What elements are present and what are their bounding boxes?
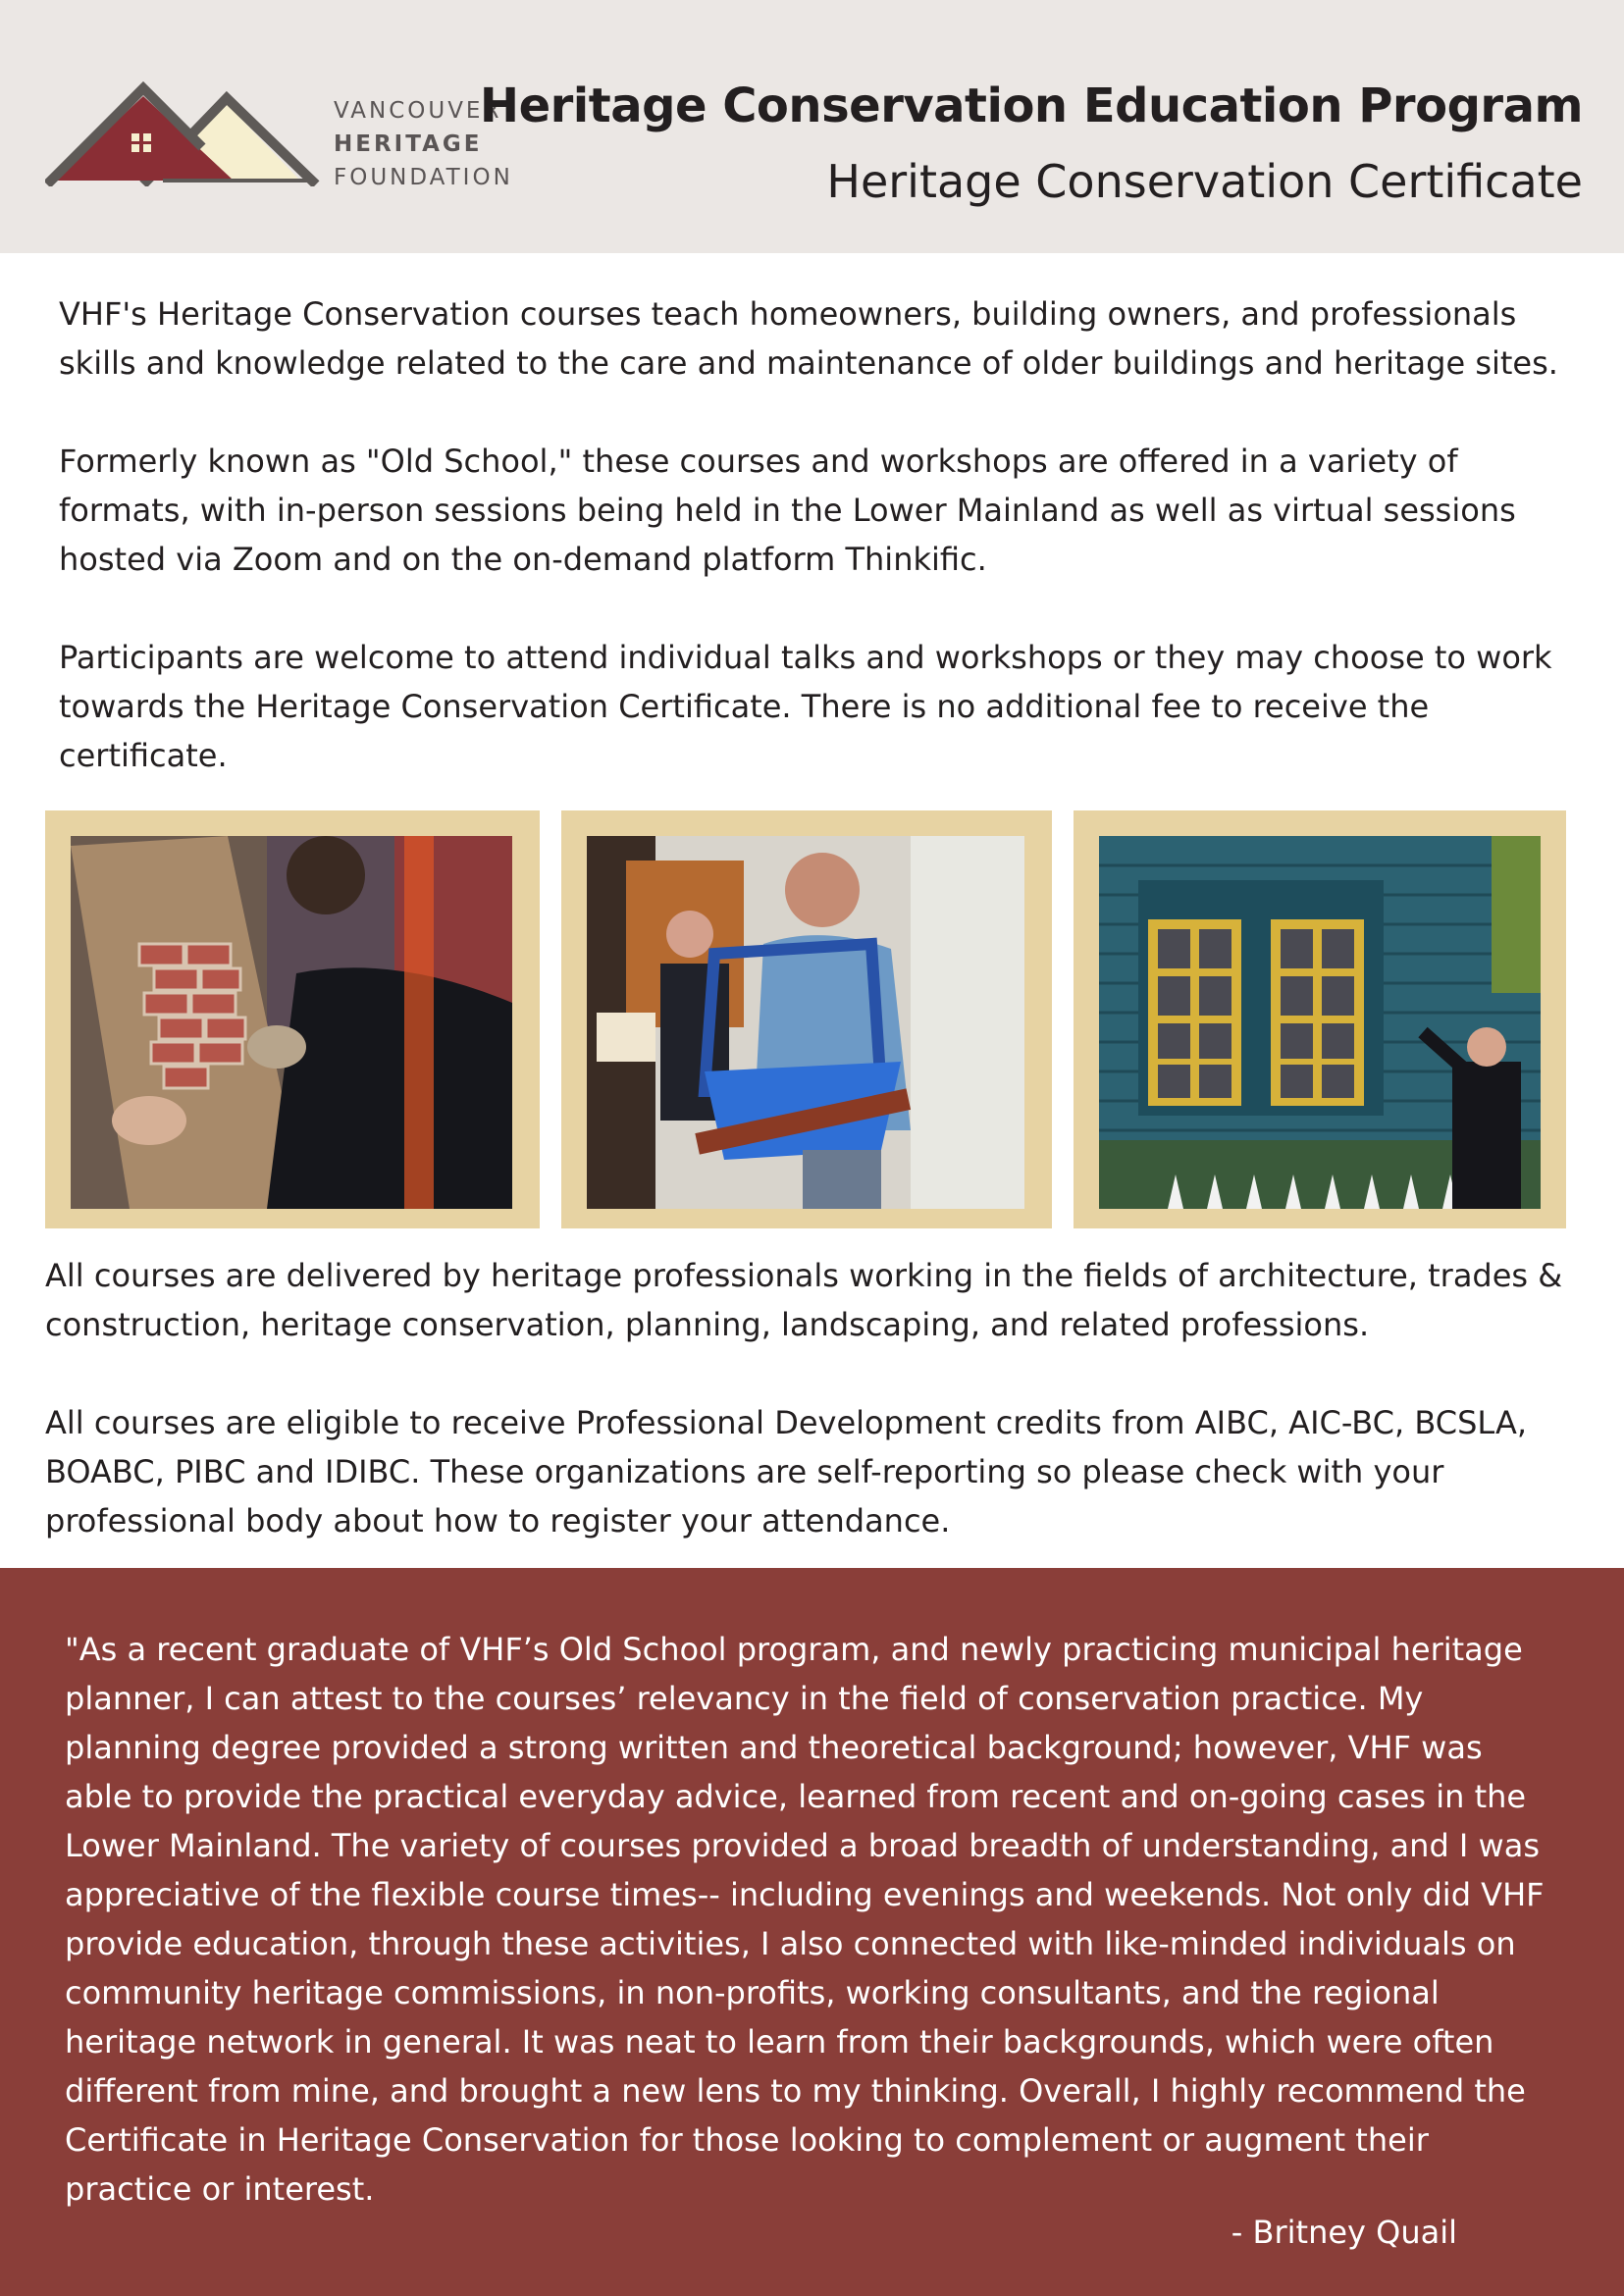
page-header xyxy=(0,0,1624,253)
heritage-house-image-icon xyxy=(1099,836,1541,1209)
testimonial-box xyxy=(0,1568,1624,2296)
details-paragraph-1: All courses are delivered by heritage professionals working in the fields of architecture, trades & construction, heritage conservation, planning, landscaping, and related professions. xyxy=(45,1257,1563,1343)
photo-strip xyxy=(45,810,1566,1228)
logo-line-2: HERITAGE xyxy=(334,131,483,157)
intro-section xyxy=(59,289,1590,829)
photo-heritage-house xyxy=(1074,810,1566,1228)
logo-line-3: FOUNDATION xyxy=(334,165,513,190)
intro-paragraph-1: VHF's Heritage Conservation courses teach homeowners, building owners, and professionals skills and knowledge related to the care and maintenance of older buildings and heritage sites. xyxy=(59,295,1558,382)
intro-paragraph-2: Formerly known as "Old School," these courses and workshops are offered in a variety of formats, with in-person sessions being held in the Lower Mainland as well as virtual sessions hosted via Zoom and on the on-demand platform Thinkific. xyxy=(59,443,1516,578)
page-subtitle: Heritage Conservation Certificate xyxy=(826,155,1583,208)
testimonial-author: - Britney Quail xyxy=(1231,2214,1457,2251)
logo-line-1: VANCOUVER xyxy=(334,98,502,124)
window-workshop-image-icon xyxy=(587,836,1024,1209)
details-paragraph-2: All courses are eligible to receive Professional Development credits from AIBC, AIC-BC, BCSLA, BOABC, PIBC and IDIBC. These organizations are self-reporting so please check with your professional body about how to register your attendance. xyxy=(45,1404,1527,1539)
photo-brick-workshop xyxy=(45,810,540,1228)
photo-window-workshop xyxy=(561,810,1052,1228)
vhf-logo-icon xyxy=(45,78,330,186)
page-title: Heritage Conservation Education Program xyxy=(479,78,1583,133)
details-section xyxy=(45,1251,1596,1594)
intro-paragraph-3: Participants are welcome to attend individual talks and workshops or they may choose to work towards the Heritage Conservation Certificate. There is no additional fee to receive the certificate. xyxy=(59,639,1552,774)
brick-workshop-image-icon xyxy=(71,836,512,1209)
testimonial-quote: "As a recent graduate of VHF’s Old School program, and newly practicing municipal heritage planner, I can attest to the courses’ relevancy in the field of conservation practice. My planning degree provided a strong written and theoretical background; however, VHF was able to provide the practical everyday advice, learned from recent and on-going cases in the Lower Mainland. The variety of courses provided a broad breadth of understanding, and I was appreciative of the flexible course times-- including evenings and weekends. Not only did VHF provide education, through these activities, I also connected with like-minded individuals on community heritage commissions, in non-profits, working consultants, and the regional heritage network in general. It was neat to learn from their backgrounds, which were often different from mine, and brought a new lens to my thinking. Overall, I highly recommend the Certificate in Heritage Conservation for those looking to complement or augment their practice or interest. xyxy=(65,1631,1545,2208)
